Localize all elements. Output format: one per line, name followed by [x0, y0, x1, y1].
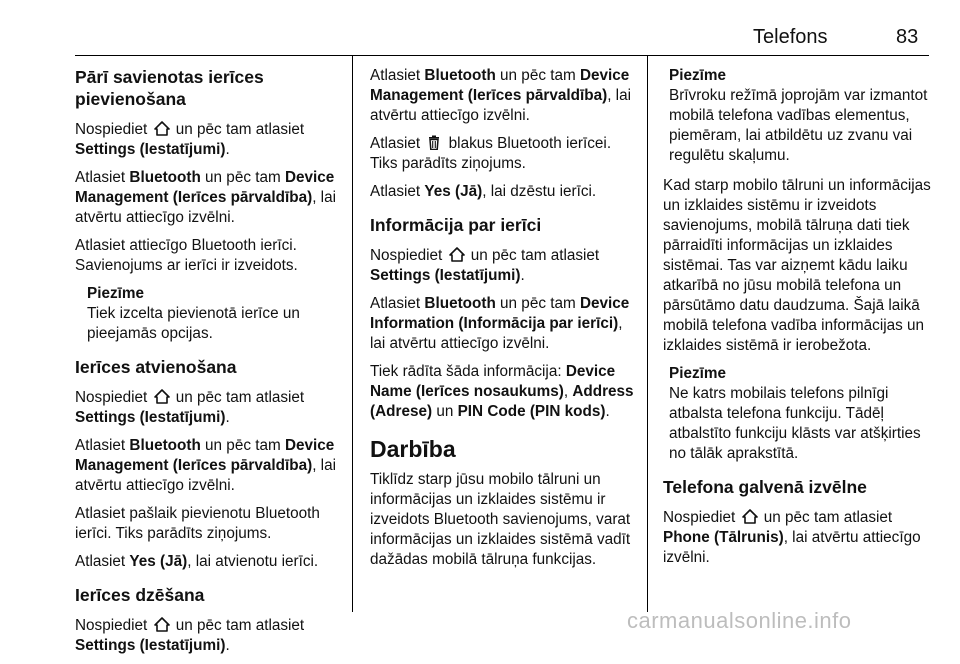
- note-title: Piezīme: [669, 365, 726, 382]
- note-text: Brīvroku režīmā joprojām var izmantot mobilā telefona vadības elementus, piemēram, lai atbildētu uz zvanu vai regulētu skaļumu.: [669, 87, 928, 164]
- paragraph: Tiek rādīta šāda informācija: Device Name (Ierīces nosaukums), Address (Adrese) un PIN Code (PIN kods).: [370, 363, 634, 420]
- note-title: Piezīme: [669, 67, 726, 84]
- paragraph: Atlasiet Bluetooth un pēc tam Device Information (Informācija par ierīci), lai atvērtu attiecīgo izvēlni.: [370, 295, 630, 352]
- home-icon: [449, 247, 465, 262]
- home-icon: [154, 389, 170, 404]
- note: [87, 284, 343, 344]
- heading-device-info: Informācija par ierīci: [370, 215, 542, 235]
- paragraph: Nospiediet un pēc tam atlasiet Phone (Tālrunis), lai atvērtu attiecīgo izvēlni.: [663, 509, 921, 566]
- page-number: 83: [896, 26, 919, 48]
- paragraph: Nospiediet un pēc tam atlasiet Settings (Iestatījumi).: [75, 617, 305, 654]
- paragraph: Tiklīdz starp jūsu mobilo tālruni un informācijas un izklaides sistēmu ir izveidots Bluetooth savienojums, varat informācijas un izklaides sistēmā vadīt dažādas mobilā tālruņa funkcijas.: [370, 471, 631, 568]
- paragraph: Nospiediet un pēc tam atlasiet Settings (Iestatījumi).: [75, 389, 305, 426]
- paragraph: Atlasiet attiecīgo Bluetooth ierīci. Savienojums ar ierīci ir izveidots.: [75, 237, 298, 274]
- column-1: [75, 66, 343, 664]
- paragraph: Nospiediet un pēc tam atlasiet Settings (Iestatījumi).: [75, 121, 305, 158]
- home-icon: [154, 617, 170, 632]
- heading-operation: Darbība: [370, 436, 456, 462]
- home-icon: [742, 509, 758, 524]
- note: [669, 66, 931, 166]
- paragraph: Atlasiet pašlaik pievienotu Bluetooth ierīci. Tiks parādīts ziņojums.: [75, 505, 320, 542]
- heading-phone-main-menu: Telefona galvenā izvēlne: [663, 477, 867, 497]
- watermark: carmanualsonline.info: [627, 608, 852, 633]
- column-3: [663, 66, 931, 576]
- heading-delete: Ierīces dzēšana: [75, 585, 205, 605]
- heading-disconnect: Ierīces atvienošana: [75, 357, 237, 377]
- chapter-title: Telefons: [753, 26, 828, 48]
- paragraph: Kad starp mobilo tālruni un informācijas un izklaides sistēmu ir izveidots savienojums, mobilā tālruņa dati tiek pārraidīti informācijas un izklaides sistēmai. Tas var aizņemt kādu laiku atkarībā no jūsu mobilā telefona un pārsūtāmo datu daudzuma. Šajā laikā mobilā telefona vadība informācijas un izklaides sistēmā ir ierobežota.: [663, 177, 931, 354]
- paragraph: Atlasiet Bluetooth un pēc tam Device Management (Ierīces pārvaldība), lai atvērtu attiecīgo izvēlni.: [75, 169, 336, 226]
- note-text: Tiek izcelta pievienotā ierīce un pieejamās opcijas.: [87, 305, 300, 342]
- paragraph: Atlasiet Bluetooth un pēc tam Device Management (Ierīces pārvaldība), lai atvērtu attiecīgo izvēlni.: [370, 67, 631, 124]
- paragraph: Atlasiet Bluetooth un pēc tam Device Management (Ierīces pārvaldība), lai atvērtu attiecīgo izvēlni.: [75, 437, 336, 494]
- paragraph: Nospiediet un pēc tam atlasiet Settings (Iestatījumi).: [370, 247, 600, 284]
- note-text: Ne katrs mobilais telefons pilnīgi atbalsta telefona funkciju. Tādēļ atbalstīto funkciju klāsts var atšķirties no tālāk aprakstītā.: [669, 385, 921, 462]
- column-divider-1: [352, 56, 353, 612]
- paragraph: Atlasiet blakus Bluetooth ierīcei. Tiks parādīts ziņojums.: [370, 135, 612, 172]
- home-icon: [154, 121, 170, 136]
- note-title: Piezīme: [87, 285, 144, 302]
- heading-pair-device: Pārī savienotas ierīces pievienošana: [75, 67, 264, 109]
- column-divider-2: [647, 56, 648, 612]
- column-2: [370, 66, 636, 578]
- paragraph: Atlasiet Yes (Jā), lai dzēstu ierīci.: [370, 183, 597, 200]
- header-divider: [75, 55, 929, 56]
- paragraph: Atlasiet Yes (Jā), lai atvienotu ierīci.: [75, 553, 319, 570]
- note: [669, 364, 931, 464]
- trash-icon: [426, 135, 442, 150]
